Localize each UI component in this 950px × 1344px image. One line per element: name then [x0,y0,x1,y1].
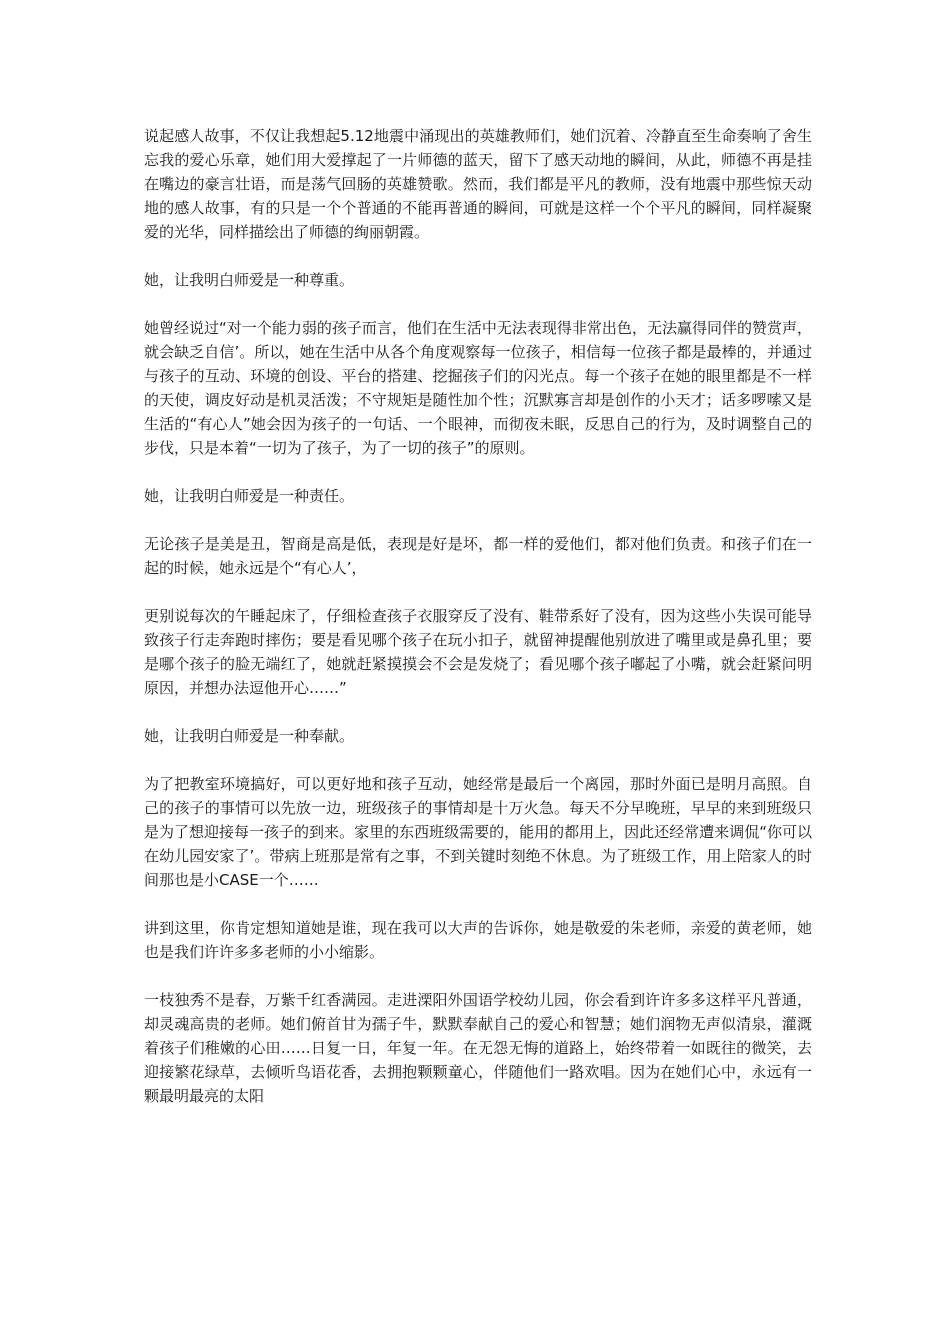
document-page [144,124,812,1132]
dedication-paragraph: 为了把教室环境搞好，可以更好地和孩子互动，她经常是最后一个离园，那时外面已是明月高照。自己的孩子的事情可以先放一边，班级孩子的事情却是十万火急。每天不分早晚班，早早的来到班级只是为了想迎接每一孩子的到来。家里的东西班级需要的，能用的都用上，因此还经常遭来调侃“你可以在幼儿园安家了’。带病上班那是常有之事，不到关键时刻绝不休息。为了班级工作，用上陪家人的时间那也是小CASE一个…… [144,775,812,889]
closing-paragraph: 一枝独秀不是春，万紫千红香满园。走进溧阳外国语学校幼儿园，你会看到许许多多这样平凡普通，却灵魂高贵的老师。她们俯首甘为孺子牛，默默奉献自己的爱心和智慧；她们润物无声似清泉，灌溉着孩子们稚嫩的心田……日复一日，年复一年。在无怨无悔的道路上，始终带着一如既往的微笑，去迎接繁花绿草，去倾听鸟语花香，去拥抱颗颗童心，伴随他们一路欢唱。因为在她们心中，永远有一颗最明最亮的太阳 [144,991,812,1105]
respect-paragraph: 她曾经说过“对一个能力弱的孩子而言，他们在生活中无法表现得非常出色，无法赢得同伴的赞赏声，就会缺乏自信’。所以，她在生活中从各个角度观察每一位孩子，相信每一位孩子都是最棒的，并通过与孩子的互动、环境的创设、平台的搭建、挖掘孩子们的闪光点。每一个孩子在她的眼里都是不一样的天使，调皮好动是机灵活泼；不守规矩是随性加个性；沉默寡言却是创作的小天才；话多啰嗦又是生活的“有心人”她会因为孩子的一句话、一个眼神，而彻夜未眠，反思自己的行为，及时调整自己的步伐，只是本着“一切为了孩子，为了一切的孩子”的原则。 [144,319,812,457]
heading-dedication: 她，让我明白师爱是一种奉献。 [144,727,355,745]
intro-paragraph: 说起感人故事，不仅让我想起5.12地震中涌现出的英雄教师们，她们沉着、冷静直至生命奏响了舍生忘我的爱心乐章，她们用大爱撑起了一片师德的蓝天，留下了感天动地的瞬间，从此，师德不再是挂在嘴边的豪言壮语，而是荡气回肠的英雄赞歌。然而，我们都是平凡的教师，没有地震中那些惊天动地的感人故事，有的只是一个个普通的不能再普通的瞬间，可就是这样一个个平凡的瞬间，同样凝聚爱的光华，同样描绘出了师德的绚丽朝霞。 [144,127,812,241]
heading-respect: 她，让我明白师爱是一种尊重。 [144,271,355,289]
responsibility-paragraph: 无论孩子是美是丑，智商是高是低，表现是好是坏，都一样的爱他们，都对他们负责。和孩子们在一起的时候，她永远是个“有心人’， [144,535,812,577]
heading-responsibility: 她，让我明白师爱是一种责任。 [144,487,355,505]
nap-care-paragraph: 更别说每次的午睡起床了，仔细检查孩子衣服穿反了没有、鞋带系好了没有，因为这些小失误可能导致孩子行走奔跑时摔伤；要是看见哪个孩子在玩小扣子，就留神提醒他别放进了嘴里或是鼻孔里；要是哪个孩子的脸无端红了，她就赶紧摸摸会不会是发烧了；看见哪个孩子嘟起了小嘴，就会赶紧问明原因，并想办法逗他开心……” [144,607,812,697]
reveal-paragraph: 讲到这里，你肯定想知道她是谁，现在我可以大声的告诉你，她是敬爱的朱老师，亲爱的黄老师，她也是我们许许多多老师的小小缩影。 [144,919,812,961]
